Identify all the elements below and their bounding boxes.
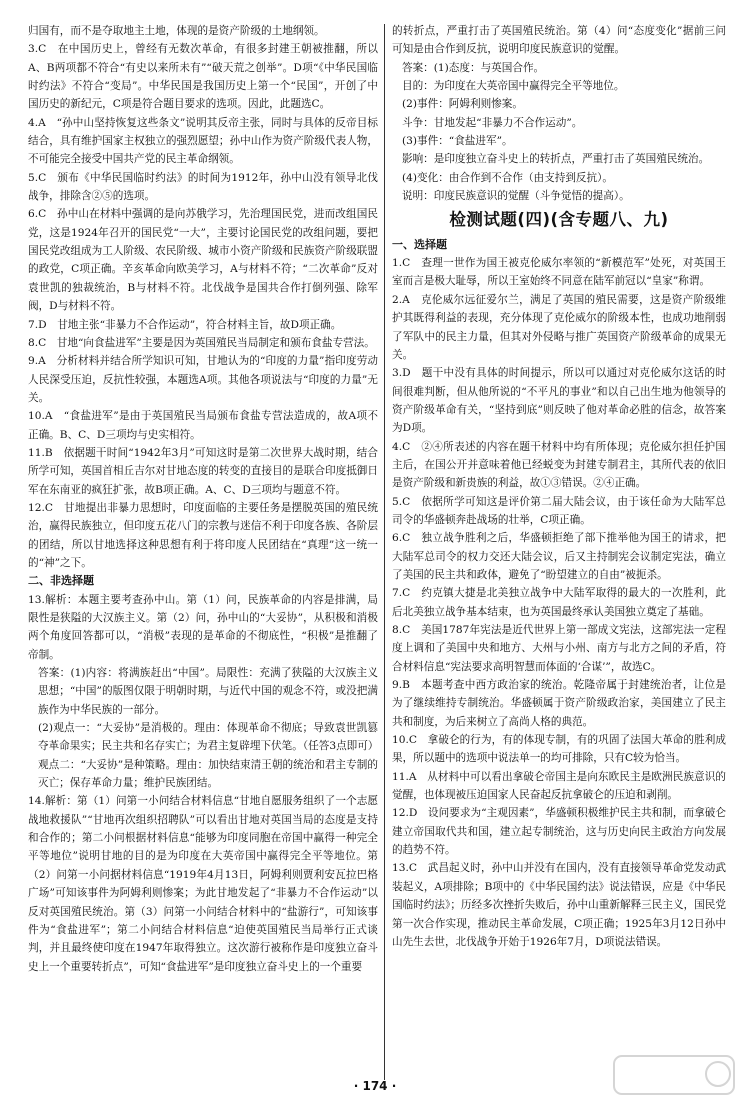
question-13: 13.C 武昌起义时，孙中山并没有在国内，没有直接领导革命党发动武装起义，A项排除；B项中的《中华民国约法》说法错误，应是《中华民国临时约法》；历经多次挫折失败后，孙中山重新解释三民主义，国民党第一次合作实现，推动民主革命发展，C项正确；1925年3月12日孙中山先生去世，北伐战争开始于1926年7月，D项说法错误。: [392, 862, 726, 948]
question-13-analysis: 13.解析：本题主要考查孙中山。第（1）问，民族革命的内容是排满，局限性是狭隘的大汉族主义。第（2）问，孙中山的“大妥协”，从积极和消极两个角度回答都可以，“消极”表现的是革命的不彻底性，“积极”是推翻了帝制。: [28, 593, 378, 661]
paragraph: 归国有，而不是夺取地主土地，体现的是资产阶级的土地纲领。: [28, 25, 325, 37]
question-9: 9.A 分析材料并结合所学知识可知，甘地认为的“印度的力量”指印度劳动人民深受压迫，反抗性较强，本题选A项。其他各项说法与“印度的力量”无关。: [28, 355, 378, 404]
test-title: 检测试题(四)(含专题八、九): [449, 210, 669, 230]
answer-line: (4)变化：由合作到不合作（由支持到反抗）。: [402, 171, 613, 184]
question-7: 7.C 约克镇大捷是北美独立战争中大陆军取得的最大的一次胜利，此后北美独立战争基本结束，也为英国最终承认美国独立奠定了基础。: [392, 587, 726, 618]
question-9: 9.B 本题考查中西方政治家的统治。乾隆帝属于封建统治者，让位是为了继续维持专制统治。华盛顿属于资产阶级政治家，美国建立了民主共和制度，为后来树立了高尚人格的典范。: [392, 679, 726, 728]
question-11: 11.B 依据题干时间“1942年3月”可知这时是第二次世界大战时期，结合所学可知，英国首相丘吉尔对甘地态度的转变的直接目的是联合印度抵御日军在东南亚的疯狂扩张，故B项正确。A、C、D三项均与题意不符。: [28, 446, 378, 496]
paragraph: 的转折点，严重打击了英国殖民统治。第（4）问“态度变化”据前三问可知是由合作到反抗，说明印度民族意识的觉醒。: [392, 25, 726, 56]
left-column: [28, 22, 378, 976]
question-10: 10.C 拿破仑的行为，有的体现专制，有的巩固了法国大革命的胜利成果，所以题中的选项中说法单一的均可排除，只有C较为恰当。: [392, 734, 726, 765]
answer-line: 斗争：甘地发起“非暴力不合作运动”。: [402, 116, 583, 129]
question-2: 2.A 克伦威尔远征爱尔兰，满足了英国的殖民需要，这是资产阶级维护其既得利益的表现，充分体现了克伦威尔的阶级本性，也成功地削弱了军队中的民主力量，但其对外侵略与推广英国资产阶级革命的成果无关。: [392, 293, 726, 361]
question-1: 1.C 查理一世作为国王被克伦威尔率领的“新模范军”处死，对英国王室而言是极大耻辱，所以王室始终不同意在陆军前冠以“皇家”称谓。: [392, 257, 726, 288]
page-number: · 174 ·: [353, 1079, 397, 1093]
answer-line: 说明：印度民族意识的觉醒（斗争觉悟的提高）。: [402, 190, 630, 203]
answer-line: 影响：是印度独立奋斗史上的转折点，严重打击了英国殖民统治。: [402, 153, 710, 166]
watermark-logo: [612, 1052, 740, 1098]
answer-line: 目的：为印度在大英帝国中赢得完全平等地位。: [402, 80, 625, 93]
question-13-answer-1: 答案：(1)内容：将满族赶出“中国”。局限性：充满了狭隘的大汉族主义思想；“中国”的版图仅限于明朝时期，与近代中国的观念不符，或没把满族作为中华民族的一部分。: [38, 667, 378, 716]
question-6: 6.C 独立战争胜利之后，华盛顿拒绝了部下推举他为国王的请求，把大陆军总司令的权力交还大陆会议，后又主持制宪会议制定宪法，确立了美国的民主共和政体，避免了“盼望建立的自由”被扼杀。: [392, 532, 726, 581]
question-3: 3.C 在中国历史上，曾经有无数次革命，有很多封建王朝被推翻，所以A、B两项都不符合“有史以来所未有”“破天荒之创举”。D项“《中华民国临时约法》不符合“变局”。中华民国是我国历史上第一个“民国”，开创了中国历史的新纪元，C项是符合题目要求的选项。因此，此题选C。: [28, 43, 378, 111]
right-column: [392, 22, 726, 951]
answer-line: 答案：(1)态度：与英国合作。: [402, 61, 545, 74]
answer-line: (2)事件：阿姆利则惨案。: [402, 98, 523, 111]
question-4: 4.C ②④所表述的内容在题干材料中均有所体现；克伦威尔担任护国主后，在国公开并意味着他已经蜕变为封建专制君主，其所代表的依旧是资产阶级和新贵族的利益，故①③错误。②④正确。: [392, 440, 726, 490]
question-13-answer-3: 观点二：“大妥协”是种策略。理由：加快结束清王朝的统治和君主专制的灭亡；保存革命力量；维护民族团结。: [38, 758, 378, 790]
question-11: 11.A 从材料中可以看出拿破仑帝国主是向东欧民主是欧洲民族意识的觉醒，也体现被压迫国家人民奋起反抗拿破仑的压迫和剥削。: [392, 770, 726, 802]
question-12: 12.C 甘地提出非暴力思想时，印度面临的主要任务是摆脱英国的殖民统治，赢得民族独立，但印度五花八门的宗教与迷信不利于印度各族、各阶层的团结，所以甘地选择这种思想有利于将印度人民团结在“真理”这一统一的“神”之下。: [28, 501, 378, 569]
question-3: 3.D 题干中没有具体的时间提示，所以可以通过对克伦威尔这话的时间很难判断，但从他所说的“不平凡的事业”和以自己出生地为他领导的资产阶级革命有关，“坚持到底”则反映了他对革命必胜的信念，故答案为D项。: [392, 367, 726, 435]
column-divider: [384, 24, 385, 1080]
question-5: 5.C 依据所学可知这是评价第二届大陆会议，由于该任命为大陆军总司令的华盛顿奔赴战场的壮举，C项正确。: [392, 495, 726, 526]
question-14-analysis: 14.解析：第（1）问第一小问结合材料信息“甘地自愿服务组织了一个志愿战地救援队”“甘地再次组织招聘队”可以看出甘地对英国当局的态度是支持和合作的；第二小问根据材料信息“能够为印度同胞在帝国中赢得一种完全平等地位”说明甘地的目的是为印度在大英帝国中赢得完全平等地位。第（2）问第一小问据材料信息“1919年4月13日，阿姆利则贾利安瓦拉巴格广场”可知该事件为阿姆利则惨案；为此甘地发起了“非暴力不合作运动”以反对英国殖民统治。第（3）问第一小问结合材料中的“盐游行”，可知该事件为“食盐进军”；第二小问结合材料信息“迫使英国殖民当局举行正式谈判，并且最终使印度在1947年取得独立。这次游行被称作是印度独立奋斗史上一个重要转折点”，可知“食盐进军”是印度独立奋斗史上的一个重要: [28, 795, 378, 973]
question-10: 10.A “食盐进军”是由于英国殖民当局颁布食盐专营法造成的，故A项不正确。B、C、D三项均与史实相符。: [28, 410, 378, 441]
question-12: 12.D 设问要求为“主观因素”，华盛顿积极维护民主共和制，而拿破仑建立帝国取代共和国，建立起专制统治，这与历史向民主政治方向发展的趋势不符。: [392, 807, 726, 857]
question-5: 5.C 颁布《中华民国临时约法》的时间为1912年，孙中山没有领导北伐战争，排除含②⑤的选项。: [28, 171, 378, 203]
section-heading-choice: 一、选择题: [392, 237, 447, 251]
question-6: 6.C 孙中山在材料中强调的是向苏俄学习，先治理国民党，进而改组国民党，这是1924年召开的国民党“一大”，主要讨论国民党的改组问题，要把国民党改组成为工人阶级、农民阶级、城市小资产阶级和民族资产阶级联盟的政党，C项正确。辛亥革命向欧美学习，A与材料不符；“二次革命”反对袁世凯的独裁统治，B与材料不符。北伐战争是国共合作打倒列强、除军阀，D与材料不符。: [28, 208, 378, 313]
question-4: 4.A “孙中山坚持恢复这些条文”说明其反帝主张，同时与具体的反帝目标结合，具有维护国家主权独立的强烈愿望；孙中山作为资产阶级代表人物，不可能完全接受中国共产党的民主革命纲领。: [28, 116, 378, 166]
answer-line: (3)事件：“食盐进军”。: [402, 135, 513, 148]
question-13-answer-2: (2)观点一：“大妥协”是消极的。理由：体现革命不彻底；导致袁世凯篡夺革命果实；民主共和名存实亡；为君主复辟埋下伏笔。（任答3点即可）: [38, 722, 379, 753]
question-7: 7.D 甘地主张“非暴力不合作运动”，符合材料主旨，故D项正确。: [28, 318, 342, 331]
question-8: 8.C 美国1787年宪法是近代世界上第一部成文宪法，这部宪法一定程度上调和了美国中央和地方、大州与小州、南方与北方之间的矛盾，符合材料信息“宪法要求高明智慧而体面的‘合谋’”，故选C。: [392, 624, 726, 673]
question-8: 8.C 甘地“向食盐进军”主要是因为英国殖民当局制定和颁布食盐专营法。: [28, 336, 375, 349]
section-heading-nonchoice: 二、非选择题: [28, 574, 94, 588]
